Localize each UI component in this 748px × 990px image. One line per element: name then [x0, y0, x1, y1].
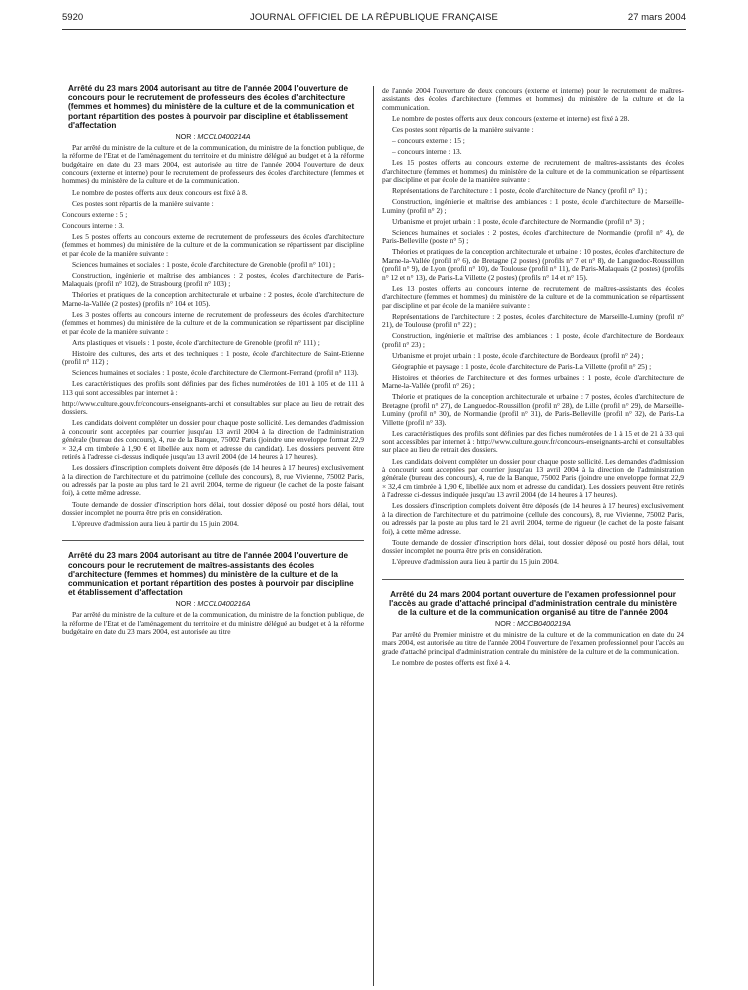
paragraph: Histoire des cultures, des arts et des techniques : 1 poste, école d'architecture de Saint-Etienne (profil n° 112) ; — [62, 348, 364, 367]
paragraph: Urbanisme et projet urbain : 1 poste, école d'architecture de Bordeaux (profil n° 24) ; — [392, 350, 644, 360]
article-attache-principal — [382, 590, 684, 668]
paragraph: Toute demande de dossier d'inscription hors délai, tout dossier déposé ou posté hors délai, tout dossier incomplet ne pourra être pris en considération. — [382, 537, 684, 556]
nor-code: MCCB0400219A — [517, 618, 571, 628]
paragraph: Construction, ingénierie et maîtrise des ambiances : 1 poste, école d'architecture de Marseille-Luminy (profil n° 2) ; — [382, 197, 684, 215]
list-item: Concours externe : 5 ; — [62, 209, 128, 219]
paragraph: Théories et pratiques de la conception architecturale et urbaine : 2 postes, école d'architecture de Marne-la-Vallée (2 postes) (profils n° 104 et 105). — [62, 290, 364, 308]
paragraph: Sciences humaines et sociales : 1 poste, école d'architecture de Grenoble (profil n° 101) ; — [72, 259, 336, 269]
page-number: 5920 — [62, 12, 84, 23]
paragraph: Les 5 postes offerts au concours externe de recrutement de professeurs des écoles d'architecture (femmes et hommes) du ministère de la culture et de la communication se répartissent par discipline et par école de la manière suivante : — [62, 231, 364, 258]
paragraph: L'épreuve d'admission aura lieu à partir du 15 juin 2004. — [392, 557, 559, 567]
list-item: – concours externe : 15 ; — [392, 136, 465, 146]
paragraph: Les 13 postes offerts au concours interne de recrutement de maîtres-assistants des écoles d'architecture (femmes et hommes) du ministère de la culture et de la communication se répartissent par discipline et par école de la manière suivante : — [382, 283, 684, 310]
journal-title: JOURNAL OFFICIEL DE LA RÉPUBLIQUE FRANÇAISE — [249, 12, 499, 23]
nor-code: MCCL0400214A — [197, 131, 251, 141]
page-header — [62, 12, 686, 28]
paragraph: Urbanisme et projet urbain : 1 poste, école d'architecture de Normandie (profil n° 3) ; — [392, 216, 645, 226]
paragraph: Construction, ingénierie et maîtrise des ambiances : 2 postes, écoles d'architecture de Paris-Malaquais (profil n° 102), de Strasbourg (profil n° 103) ; — [62, 270, 364, 289]
paragraph: Par arrêté du ministre de la culture et de la communication, du ministre de la fonction publique, de la réforme de l'Etat et de l'aménagement du territoire et du ministre délégué au budget et à la réforme budgétaire en date du 23 mars 2004, est autorisée au titre — [62, 610, 364, 637]
paragraph: Histoires et théories de l'architecture et des formes urbaines : 1 poste, école d'architecture de Marne-la-Vallée (profil n° 26) ; — [382, 372, 684, 391]
paragraph: Les 15 postes offerts au concours externe de recrutement de maîtres-assistants des écoles d'architecture (femmes et hommes) du ministère de la culture et de la communication se répartissent par discipline et par école de la manière suivante : — [382, 158, 684, 185]
paragraph: Théorie et pratiques de la conception architecturale et urbaine : 7 postes, écoles d'architecture de Bretagne (profil n° 27), de Languedoc-Roussillon (profil n° 28), de Lille (profil n° 29), de Marseille-Luminy (profil n° 30), de Normandie (profil n° 31), de Paris-Belleville (profil n° 32), de Paris-La Villette (profil n° 33). — [382, 392, 684, 427]
profiles-url[interactable]: http://www.culture.gouv.fr/concours-enseignants-archi et consultables sur place au lieu de retrait des dossiers. — [62, 398, 364, 417]
paragraph: Les candidats doivent compléter un dossier pour chaque poste sollicité. Les demandes d'admission à concourir sont acceptées par courrier jusqu'au 13 avril 2004 à la direction de l'administration générale (bureau des concours), 4, rue de la Banque, 75002 Paris (joindre une enveloppe format 22,9 × 32,4 cm timbrée à 1,90 € et libellée aux nom et adresse du candidat). Les dossiers peuvent être retirés à l'adresse ci-dessus indiquée jusqu'au 13 avril 2004 (de 14 heures à 17 heures). — [62, 418, 364, 462]
paragraph: Sciences humaines et sociales : 1 poste, école d'architecture de Clermont-Ferrand (profil n° 113). — [72, 368, 359, 378]
article-separator — [62, 540, 364, 541]
nor-label: NOR : — [175, 599, 196, 609]
nor-label: NOR : — [495, 618, 515, 628]
paragraph: Représentations de l'architecture : 2 postes, écoles d'architecture de Marseille-Luminy (profil n° 21), de Toulouse (profil n° 22) ; — [382, 311, 684, 329]
right-column — [382, 87, 684, 670]
paragraph: Le nombre de postes offerts est fixé à 4. — [392, 657, 511, 667]
article-professeurs — [62, 84, 364, 528]
paragraph: Construction, ingénierie et maîtrise des ambiances : 1 poste, école d'architecture de Bordeaux (profil n° 23) ; — [382, 331, 684, 349]
nor-reference — [62, 133, 364, 141]
paragraph: Géographie et paysage : 1 poste, école d'architecture de Paris-La Villette (profil n° 25) ; — [392, 361, 652, 371]
paragraph: Les caractéristiques des profils sont définies par des fiches numérotées de 101 à 105 et de 111 à 113 qui sont accessibles par internet à : — [62, 379, 364, 397]
paragraph: Les 3 postes offerts au concours interne de recrutement de professeurs des écoles d'architecture (femmes et hommes) du ministère de la culture et de la communication se répartissent par discipline et par école de la manière suivante : — [62, 309, 364, 336]
paragraph: Ces postes sont répartis de la manière suivante : — [392, 125, 534, 134]
article-title: Arrêté du 23 mars 2004 autorisant au titre de l'année 2004 l'ouverture de concours pour le recrutement de professeurs des écoles d'architecture (femmes et hommes) du ministère de la culture et de la communication et portant répartition des postes à pourvoir par discipline et établissement d'affectation — [68, 84, 355, 130]
paragraph: Le nombre de postes offerts aux deux concours (externe et interne) est fixé à 28. — [392, 113, 630, 123]
nor-reference — [382, 620, 684, 628]
paragraph: Ces postes sont répartis de la manière suivante : — [72, 198, 214, 208]
paragraph: Les dossiers d'inscription complets doivent être déposés (de 14 heures à 17 heures) exclusivement à la direction de l'architecture et du patrimoine (cellule des concours), 8, rue Vivienne, 75002 Paris, ou adressés par la poste au plus tard le 21 avril 2004, terme de rigueur (le cachet de la poste faisant foi), à cette même adresse. — [382, 501, 684, 536]
paragraph: Arts plastiques et visuels : 1 poste, école d'architecture de Grenoble (profil n° 111) ; — [72, 337, 320, 347]
column-divider — [373, 86, 374, 986]
paragraph: Les candidats doivent compléter un dossier pour chaque poste sollicité. Les demandes d'admission à concourir sont acceptées par courrier jusqu'au 13 avril 2004 à la direction de l'administration générale (bureau des concours), 4, rue de la Banque, 75002 Paris (joindre une enveloppe format 22,9 × 32,4 cm timbrée à 1,90 €, libellée aux nom et adresse du candidat). Les dossiers peuvent être retirés à l'adresse ci-dessus indiquée jusqu'au 13 avril 2004 (de 14 heures à 17 heures). — [382, 456, 684, 500]
paragraph: Le nombre de postes offerts aux deux concours est fixé à 8. — [72, 187, 248, 197]
article-title: Arrêté du 23 mars 2004 autorisant au titre de l'année 2004 l'ouverture de concours pour le recrutement de maîtres-assistants des écoles d'architecture (femmes et hommes) du ministère de la culture et de la communication et portant répartition des postes à pourvoir par discipline et établissement d'affectation — [68, 551, 354, 598]
header-rule — [62, 29, 686, 30]
list-item: Concours interne : 3. — [62, 220, 124, 230]
paragraph: Par arrêté du Premier ministre et du ministre de la culture et de la communication en date du 24 mars 2004, est autorisée au titre de l'année 2004 l'ouverture de l'examen professionnel pour l'accès au grade d'attaché principal d'administration centrale du ministère de la culture et de la communication. — [382, 629, 684, 656]
paragraph: Les dossiers d'inscription complets doivent être déposés (de 14 heures à 17 heures) exclusivement à la direction de l'architecture et du patrimoine (cellule des concours), 8, rue Vivienne, 75002 Paris, ou adressés par la poste au plus tard le 21 avril 2004, terme de rigueur (le cachet de la poste faisant foi), à cette même adresse. — [62, 463, 364, 498]
paragraph: Sciences humaines et sociales : 2 postes, écoles d'architecture de Normandie (profil n° 4), de Paris-Belleville (poste n° 5) ; — [382, 227, 684, 246]
nor-reference — [62, 600, 364, 608]
left-column — [62, 84, 364, 639]
paragraph: L'épreuve d'admission aura lieu à partir du 15 juin 2004. — [72, 519, 239, 529]
article-title: Arrêté du 24 mars 2004 portant ouverture de l'examen professionnel pour l'accès au grade d'attaché principal d'administration centrale du ministère de la culture et de la communication organisé au titre de l'année 2004 — [389, 589, 677, 618]
paragraph: Toute demande de dossier d'inscription hors délai, tout dossier déposé ou posté hors délai, tout dossier incomplet ne pourra être pris en considération. — [62, 499, 364, 517]
paragraph: Représentations de l'architecture : 1 poste, école d'architecture de Nancy (profil n° 1) ; — [392, 186, 648, 196]
nor-code: MCCL0400216A — [197, 599, 251, 609]
paragraph: Par arrêté du ministre de la culture et de la communication, du ministre de la fonction publique, de la réforme de l'Etat et de l'aménagement du territoire et du ministre délégué au budget et à la réforme budgétaire en date du 23 mars 2004, est autorisée au titre de l'année 2004 l'ouverture de deux concours (externe et interne) pour le recrutement de professeurs des écoles d'architecture (femmes et hommes) du ministère de la culture et de la communication. — [62, 142, 364, 186]
paragraph: Les caractéristiques des profils sont définies par des fiches numérotées de 1 à 15 et de 21 à 33 qui sont accessibles par internet à : http://www.culture.gouv.fr/concours-enseignants-archi et consultables sur place au lieu de retrait des dossiers. — [382, 428, 684, 455]
article-maitres-assistants — [62, 551, 364, 636]
nor-label: NOR : — [175, 131, 196, 141]
publication-date: 27 mars 2004 — [627, 12, 686, 23]
paragraph: Théories et pratiques de la conception architecturale et urbaine : 10 postes, écoles d'architecture de Marne-la-Vallée (profil n° 6), de Bretagne (2 postes) (profils n° 7 et n° 8), de Languedoc-Roussillon (profil n° 9), de Lyon (profil n° 10), de Toulouse (profil n° 11), de Paris-Malaquais (2 postes) (profils n° 12 et n° 13), de Paris-La Villette (2 postes) (profils n° 14 et n° 15). — [382, 247, 684, 282]
paragraph: de l'année 2004 l'ouverture de deux concours (externe et interne) pour le recrutement de maîtres-assistants des écoles d'architecture (femmes et hommes) du ministère de la culture et de la communication. — [382, 86, 684, 112]
list-item: – concours interne : 13. — [392, 147, 462, 157]
article-separator — [382, 579, 684, 580]
article-maitres-assistants-continued — [382, 87, 684, 567]
